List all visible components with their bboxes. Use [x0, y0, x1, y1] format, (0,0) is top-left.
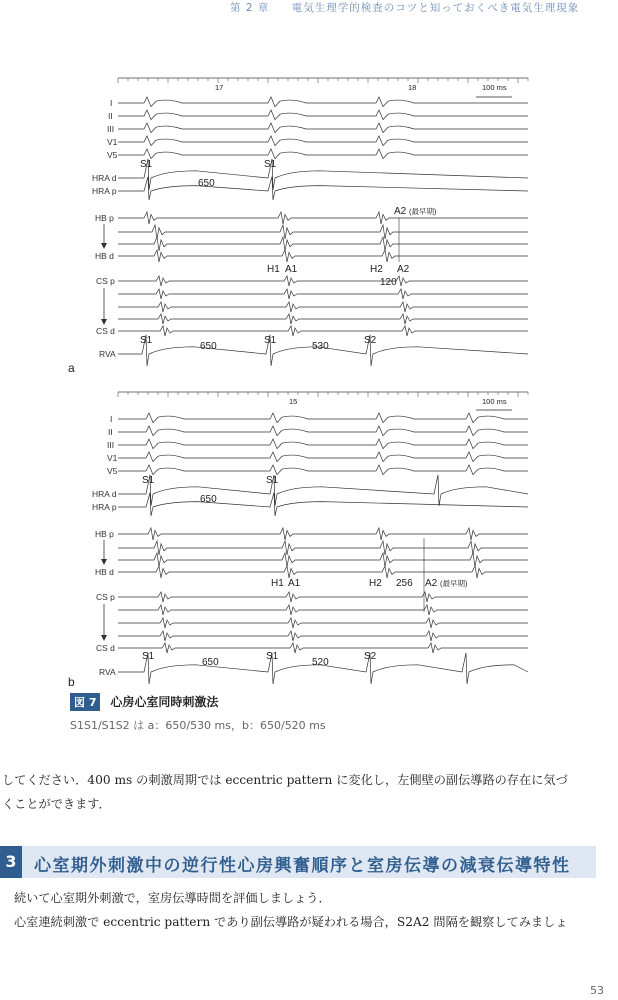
annotation-s1: S1 — [264, 335, 277, 346]
section-number: 3 — [0, 846, 22, 878]
ecg-trace — [118, 110, 528, 120]
ecg-trace — [118, 618, 528, 628]
annotation-s1: S1 — [266, 475, 279, 486]
chapter-label: 第 2 章 — [230, 2, 270, 14]
ecg-trace — [118, 631, 528, 641]
ecg-trace — [118, 592, 528, 602]
figure-subcaption: S1S1/S1S2 は a：650/530 ms，b：650/520 ms — [70, 719, 326, 732]
annotation-interval: 120 — [380, 277, 397, 288]
tick-number: 18 — [408, 83, 417, 92]
section-title: 心室期外刺激中の逆行性心房興奮順序と室房伝導の減衰伝導特性 — [34, 856, 571, 876]
lead-label: II — [108, 111, 113, 121]
annotation-s1: S1 — [266, 651, 279, 662]
body-paragraph-line: くことができます． — [2, 797, 111, 811]
annotation-interval: 530 — [312, 341, 329, 352]
lead-label: HRA d — [92, 489, 117, 499]
body-paragraph-line: 続いて心室期外刺激で，室房伝導時間を評価しましょう． — [14, 891, 331, 905]
annotation-h2: H2 — [370, 264, 383, 275]
ecg-trace — [118, 605, 528, 615]
ecg-trace — [118, 250, 528, 262]
lead-label: RVA — [99, 349, 116, 359]
scale-label: 100 ms — [482, 83, 507, 92]
ecg-trace — [118, 149, 528, 159]
annotation-interval: 650 — [202, 657, 219, 668]
lead-label: V1 — [107, 453, 118, 463]
lead-label: I — [110, 98, 113, 108]
lead-label: III — [107, 440, 115, 450]
ecg-trace — [118, 225, 528, 239]
lead-label: HB d — [95, 567, 114, 577]
annotation-interval: 256 — [396, 578, 413, 589]
annotation-s2: S2 — [364, 335, 377, 346]
figure-number-badge: 図 7 — [70, 693, 100, 711]
lead-label: HB d — [95, 251, 114, 261]
ecg-trace — [118, 136, 528, 146]
ecg-trace — [118, 97, 528, 107]
lead-label: CS p — [96, 276, 115, 286]
annotation-interval: 650 — [198, 178, 215, 189]
ecg-trace — [118, 326, 528, 336]
annotation-a2: A2 — [397, 264, 410, 275]
body-paragraph-line: 心室連続刺激で eccentric pattern であり副伝導路が疑われる場合，S2A2 間隔を観察してみましょ — [14, 915, 568, 929]
body-paragraph-line: してください．400 ms の刺激周期では eccentric pattern に変化し，左側壁の副伝導路の存在に気づ — [2, 773, 568, 787]
lead-label: HRA d — [92, 173, 117, 183]
ecg-trace — [118, 302, 528, 312]
annotation-a2: A2 — [394, 206, 407, 217]
lead-label: V5 — [107, 150, 118, 160]
ecg-traces-b — [118, 413, 528, 684]
lead-label: CS p — [96, 592, 115, 602]
annotation-s2: S2 — [364, 651, 377, 662]
ecg-trace — [118, 159, 528, 190]
ecg-trace — [118, 643, 528, 653]
ecg-trace — [118, 212, 528, 224]
panel-b — [68, 392, 528, 689]
lead-label: I — [110, 414, 113, 424]
time-ruler-ticks-b — [118, 392, 528, 397]
ecg-trace — [118, 465, 528, 475]
lead-label: V5 — [107, 466, 118, 476]
annotation-s1: S1 — [142, 475, 155, 486]
ecg-trace — [118, 276, 528, 286]
annotation-a1: A1 — [285, 264, 298, 275]
page-number: 53 — [590, 984, 604, 997]
annotation-s1: S1 — [142, 651, 155, 662]
annotation-h2: H2 — [369, 578, 382, 589]
ecg-trace — [118, 314, 528, 324]
chapter-title: 電気生理学的検査のコツと知っておくべき電気生理現象 — [291, 2, 580, 14]
annotation-note: (最早期) — [409, 207, 437, 216]
ecg-trace — [118, 439, 528, 449]
lead-label: CS d — [96, 326, 115, 336]
ecg-trace — [118, 413, 528, 423]
panel-a — [68, 78, 528, 375]
ecg-traces-a — [118, 97, 528, 366]
lead-label: CS d — [96, 643, 115, 653]
annotation-interval: 650 — [200, 494, 217, 505]
annotation-s1: S1 — [140, 159, 153, 170]
annotation-s1: S1 — [264, 159, 277, 170]
tick-number: 17 — [215, 83, 224, 92]
tick-number: 15 — [289, 397, 298, 406]
ecg-trace — [118, 452, 528, 462]
lead-label: II — [108, 427, 113, 437]
panel-label-b: b — [68, 675, 75, 689]
ecg-trace — [118, 541, 528, 555]
ecg-trace — [118, 237, 528, 251]
annotation-note: (最早期) — [440, 579, 468, 588]
lead-label: V1 — [107, 137, 118, 147]
figure-title: 心房心室同時刺激法 — [110, 695, 219, 709]
panel-label-a: a — [68, 361, 75, 375]
ecg-trace — [118, 566, 528, 578]
annotation-s1: S1 — [140, 335, 153, 346]
annotation-h1: H1 — [271, 578, 284, 589]
ecg-trace — [118, 493, 528, 516]
lead-label: HB p — [95, 213, 114, 223]
ecg-trace — [118, 426, 528, 436]
section-heading — [0, 846, 596, 878]
annotation-interval: 650 — [200, 341, 217, 352]
ecg-trace — [118, 289, 528, 299]
annotation-interval: 520 — [312, 657, 329, 668]
scale-label: 100 ms — [482, 397, 507, 406]
annotation-h1: H1 — [267, 264, 280, 275]
lead-label: III — [107, 124, 115, 134]
ecg-trace — [118, 528, 528, 540]
time-ruler-ticks-a — [118, 78, 528, 83]
annotation-a1: A1 — [288, 578, 301, 589]
lead-label: HB p — [95, 529, 114, 539]
ecg-trace — [118, 177, 528, 200]
lead-label: HRA p — [92, 502, 117, 512]
lead-label: RVA — [99, 667, 116, 677]
figure-caption — [70, 693, 326, 733]
lead-label: HRA p — [92, 186, 117, 196]
annotation-a2: A2 — [425, 578, 438, 589]
ecg-trace — [118, 123, 528, 133]
ecg-trace — [118, 553, 528, 567]
